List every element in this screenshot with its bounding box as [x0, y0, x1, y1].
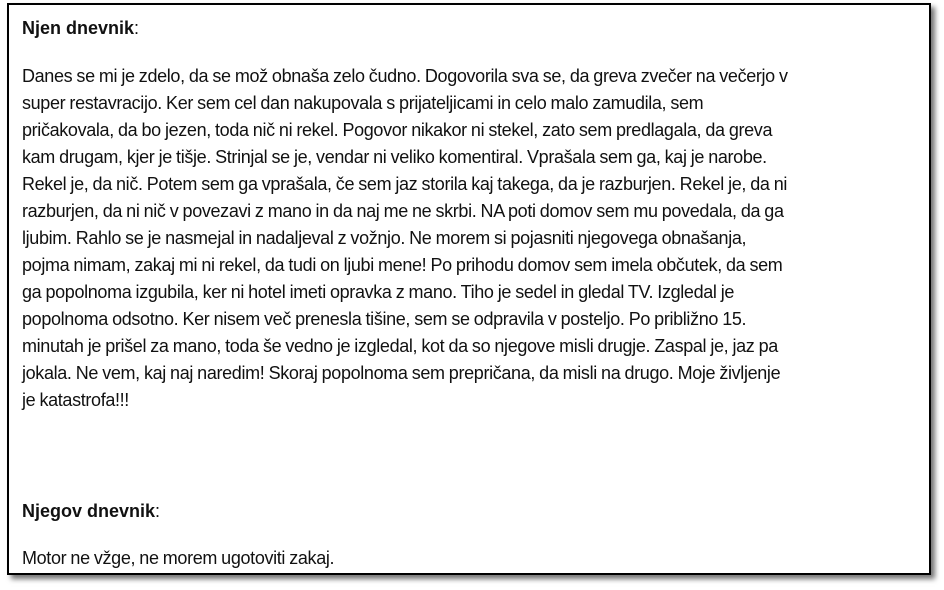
- her-diary-line: Danes se mi je zdelo, da se mož obnaša zelo čudno. Dogovorila sva se, da greva zvečer na večerjo v: [22, 66, 788, 86]
- his-diary-text: [22, 545, 334, 572]
- her-diary-text: [22, 63, 788, 414]
- her-diary-line: jokala. Ne vem, kaj naj naredim! Skoraj popolnoma sem prepričana, da misli na drugo. Moje življenje: [22, 363, 781, 383]
- his-diary-line: Motor ne vžge, ne morem ugotoviti zakaj.: [22, 548, 335, 568]
- his-diary-colon: :: [155, 501, 161, 521]
- her-diary-heading: [22, 14, 139, 42]
- her-diary-line: super restavracijo. Ker sem cel dan nakupovala s prijateljicami in celo malo zamudila, sem: [22, 93, 704, 113]
- his-diary-heading: [22, 497, 160, 525]
- her-diary-line: pričakovala, da bo jezen, toda nič ni rekel. Pogovor nikakor ni stekel, zato sem predlagala, da greva: [22, 120, 773, 140]
- her-diary-line: ljubim. Rahlo se je nasmejal in nadaljeval z vožnjo. Ne morem si pojasniti njegovega obnašanja,: [22, 228, 747, 248]
- her-diary-line: je katastrofa!!!: [22, 390, 129, 410]
- her-diary-line: ga popolnoma izgubila, ker ni hotel imeti opravka z mano. Tiho je sedel in gledal TV. Izgledal je: [22, 282, 735, 302]
- her-diary-line: minutah je prišel za mano, toda še vedno je izgledal, kot da so njegove misli drugje. Zaspal je, jaz pa: [22, 336, 778, 356]
- his-diary-title: Njegov dnevnik: [22, 501, 156, 521]
- her-diary-line: pojma nimam, zakaj mi ni rekel, da tudi on ljubi mene! Po prihodu domov sem imela občutek, da sem: [22, 255, 783, 275]
- her-diary-title: Njen dnevnik: [22, 18, 135, 38]
- her-diary-colon: :: [134, 18, 140, 38]
- her-diary-line: popolnoma odsotno. Ker nisem več prenesla tišine, sem se odpravila v posteljo. Po približno 15.: [22, 309, 747, 329]
- document-frame: [7, 3, 931, 575]
- her-diary-line: Rekel je, da nič. Potem sem ga vprašala, če sem jaz storila kaj takega, da je razburjen. Rekel je, da ni: [22, 174, 787, 194]
- her-diary-line: kam drugam, kjer je tišje. Strinjal se je, vendar ni veliko komentiral. Vprašala sem ga, kaj je narobe.: [22, 147, 767, 167]
- her-diary-line: razburjen, da ni nič v povezavi z mano in da naj me ne skrbi. NA poti domov sem mu povedala, da ga: [22, 201, 784, 221]
